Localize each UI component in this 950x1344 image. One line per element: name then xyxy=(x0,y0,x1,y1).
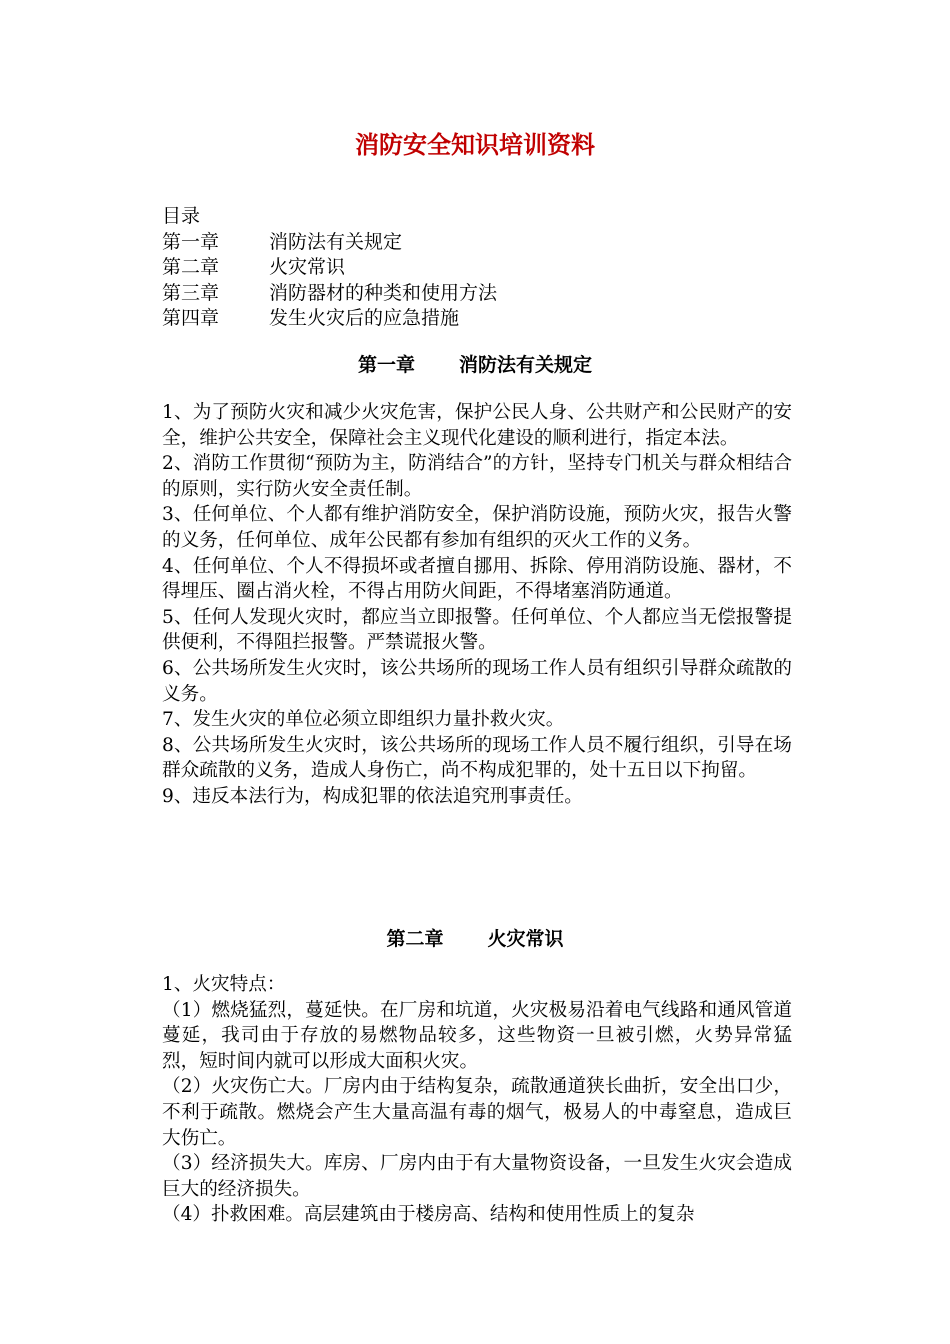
toc-item xyxy=(162,306,802,332)
paragraph: 8、公共场所发生火灾时，该公共场所的现场工作人员不履行组织，引导在场群众疏散的义务，造成人身伤亡，尚不构成犯罪的，处十五日以下拘留。 xyxy=(162,734,792,782)
chapter-number: 第一章 xyxy=(357,354,415,376)
chapter-2-heading xyxy=(0,925,950,953)
toc-chapter: 第二章 xyxy=(162,256,220,278)
paragraph: 2、消防工作贯彻“预防为主，防消结合”的方针，坚持专门机关与群众相结合的原则，实行防火安全责任制。 xyxy=(162,453,792,500)
toc-heading: 目录 xyxy=(162,205,201,227)
toc-chapter-name: 发生火灾后的应急措施 xyxy=(269,307,460,329)
toc-chapter-name: 消防法有关规定 xyxy=(269,230,403,253)
chapter-1-heading xyxy=(0,351,950,379)
toc-chapter: 第四章 xyxy=(162,307,220,329)
paragraph: （2）火灾伤亡大。厂房内由于结构复杂，疏散通道狭长曲折，安全出口少，不利于疏散。燃烧会产生大量高温有毒的烟气，极易人的中毒窒息，造成巨大伤亡。 xyxy=(162,1076,792,1149)
document-title: 消防安全知识培训资料 xyxy=(355,131,595,159)
table-of-contents xyxy=(162,204,802,332)
toc-item xyxy=(162,281,802,307)
paragraph: 3、任何单位、个人都有维护消防安全，保护消防设施，预防火灾，报告火警的义务，任何单位、成年公民都有参加有组织的灭火工作的义务。 xyxy=(162,504,792,551)
paragraph: （3）经济损失大。库房、厂房内由于有大量物资设备，一旦发生火灾会造成巨大的经济损失。 xyxy=(162,1153,792,1200)
paragraph: （4）扑救困难。高层建筑由于楼房高、结构和使用性质上的复杂 xyxy=(162,1204,695,1226)
chapter-number: 第二章 xyxy=(386,928,444,950)
chapter-1-body xyxy=(162,400,792,810)
paragraph: 1、火灾特点： xyxy=(162,974,286,995)
chapter-name: 火灾常识 xyxy=(487,928,564,950)
toc-item xyxy=(162,230,802,256)
toc-chapter: 第一章 xyxy=(162,230,220,253)
paragraph: 7、发生火灾的单位必须立即组织力量扑救火灾。 xyxy=(162,709,565,731)
chapter-name: 消防法有关规定 xyxy=(459,354,593,376)
toc-chapter-name: 消防器材的种类和使用方法 xyxy=(269,281,498,304)
paragraph: 1、为了预防火灾和减少火灾危害，保护公民人身、公共财产和公民财产的安全，维护公共安全，保障社会主义现代化建设的顺利进行，指定本法。 xyxy=(162,402,792,449)
paragraph: （1）燃烧猛烈，蔓延快。在厂房和坑道，火灾极易沿着电气线路和通风管道蔓延，我司由于存放的易燃物品较多，这些物资一旦被引燃，火势异常猛烈，短时间内就可以形成大面积火灾。 xyxy=(162,999,792,1072)
toc-chapter: 第三章 xyxy=(162,281,220,304)
chapter-2-body xyxy=(162,972,792,1228)
toc-item xyxy=(162,255,802,281)
paragraph: 4、任何单位、个人不得损坏或者擅自挪用、拆除、停用消防设施、器材，不得埋压、圈占消火栓，不得占用防火间距，不得堵塞消防通道。 xyxy=(162,555,792,603)
paragraph: 5、任何人发现火灾时，都应当立即报警。任何单位、个人都应当无偿报警提供便利，不得阻拦报警。严禁谎报火警。 xyxy=(162,606,792,654)
paragraph: 9、违反本法行为，构成犯罪的依法追究刑事责任。 xyxy=(162,785,583,807)
paragraph: 6、公共场所发生火灾时，该公共场所的现场工作人员有组织引导群众疏散的义务。 xyxy=(162,657,792,705)
toc-chapter-name: 火灾常识 xyxy=(269,256,346,278)
